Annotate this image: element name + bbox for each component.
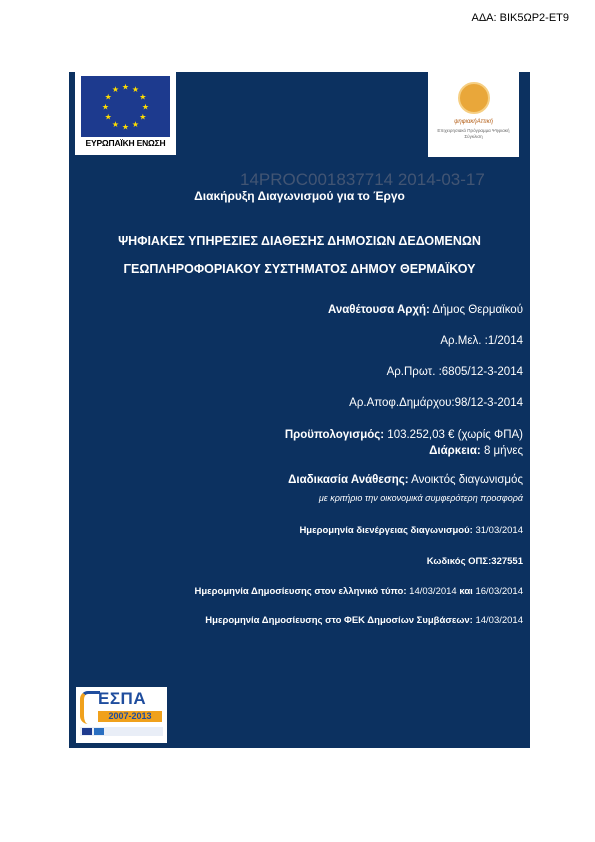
digital-attica-emblem-icon [458, 82, 490, 114]
eu-flag-icon [81, 76, 170, 137]
budget-value: 103.252,03 € (χωρίς ΦΠΑ) [384, 429, 523, 441]
budget-label: Προϋπολογισμός: [284, 429, 385, 441]
eu-logo-label: ΕΥΡΩΠΑΪΚΗ ΕΝΩΣΗ [85, 138, 166, 148]
ar-mel: Αρ.Μελ. :1/2014 [440, 335, 523, 347]
doc-subtitle: Διακήρυξη Διαγωνισμού για το Έργο [194, 189, 405, 203]
authority-label: Αναθέτουσα Αρχή: [327, 304, 430, 316]
espa-flags-strip [80, 727, 163, 736]
tender-date [299, 525, 523, 536]
eu-star-icon: ★ [101, 102, 110, 112]
eu-star-icon: ★ [139, 112, 147, 122]
eu-star-icon: ★ [111, 119, 120, 129]
eu-star-icon: ★ [121, 82, 130, 92]
press-and: και [459, 586, 473, 597]
ar-prot: Αρ.Πρωτ. :6805/12-3-2014 [386, 366, 523, 378]
procedure [288, 474, 523, 486]
budget [285, 429, 523, 441]
award-criterion: με κριτήριο την οικονομικά συμφερότερη προσφορά [318, 493, 523, 503]
eu-star-icon: ★ [121, 122, 130, 132]
doc-title-line1: ΨΗΦΙΑΚΕΣ ΥΠΗΡΕΣΙΕΣ ΔΙΑΘΕΣΗΣ ΔΗΜΟΣΙΩΝ ΔΕΔΟΜΕΝΩΝ [118, 234, 481, 248]
eu-star-icon: ★ [141, 102, 150, 112]
press-publication [195, 586, 524, 597]
digital-attica-subtitle: Επιχειρησιακό Πρόγραμμα Ψηφιακή Σύγκλιση [437, 128, 510, 139]
eu-star-icon: ★ [104, 92, 112, 102]
eu-star-icon: ★ [111, 85, 120, 95]
eu-mini-flag-icon [82, 728, 92, 735]
fek-value: 14/03/2014 [472, 615, 523, 626]
eu-star-icon: ★ [131, 119, 140, 129]
fek-publication [205, 615, 523, 626]
eu-logo [75, 72, 176, 155]
ops-label: Κωδικός ΟΠΣ: [426, 556, 492, 567]
espa-logo-years: 2007-2013 [98, 711, 162, 722]
duration-value: 8 μήνες [480, 445, 523, 457]
press-value: 14/03/2014 [406, 586, 460, 597]
ar-apof: Αρ.Αποφ.Δημάρχου:98/12-3-2014 [349, 397, 523, 409]
ops-code [427, 556, 523, 567]
espa-swirl-icon [80, 691, 100, 724]
doc-title-line2: ΓΕΩΠΛΗΡΟΦΟΡΙΑΚΟΥ ΣΥΣΤΗΜΑΤΟΣ ΔΗΜΟΥ ΘΕΡΜΑΪΚΟΥ [123, 262, 476, 276]
eu-star-icon: ★ [104, 112, 112, 122]
watermark: 14PROC001837714 2014-03-17 [240, 170, 485, 189]
contracting-authority [328, 304, 523, 316]
press-value2: 16/03/2014 [472, 586, 523, 597]
tender-date-value: 31/03/2014 [472, 525, 523, 536]
tender-date-label: Ημερομηνία διενέργειας διαγωνισμού: [299, 525, 473, 536]
espa-logo-text: ΕΣΠΑ [98, 689, 147, 708]
digital-attica-logo [428, 72, 519, 157]
duration-label: Διάρκεια: [429, 445, 481, 457]
authority-value: Δήμος Θερμαϊκού [429, 304, 523, 316]
duration [429, 445, 523, 457]
ops-value: 327551 [491, 556, 523, 567]
digital-attica-name: ψηφιακήΑττική [454, 119, 493, 125]
eu-star-icon: ★ [131, 85, 140, 95]
procedure-label: Διαδικασία Ανάθεσης: [288, 474, 409, 486]
press-label: Ημερομηνία Δημοσίευσης στον ελληνικό τύπο: [194, 586, 407, 597]
fek-label: Ημερομηνία Δημοσίευσης στο ΦΕΚ Δημοσίων Συμβάσεων: [205, 615, 473, 626]
greek-mini-flag-icon [94, 728, 104, 735]
eu-star-icon: ★ [139, 92, 147, 102]
procedure-value: Ανοικτός διαγωνισμός [408, 474, 523, 486]
espa-logo [76, 687, 167, 743]
ada-code: ΑΔΑ: ΒΙΚ5ΩΡ2-ΕΤ9 [471, 12, 569, 24]
